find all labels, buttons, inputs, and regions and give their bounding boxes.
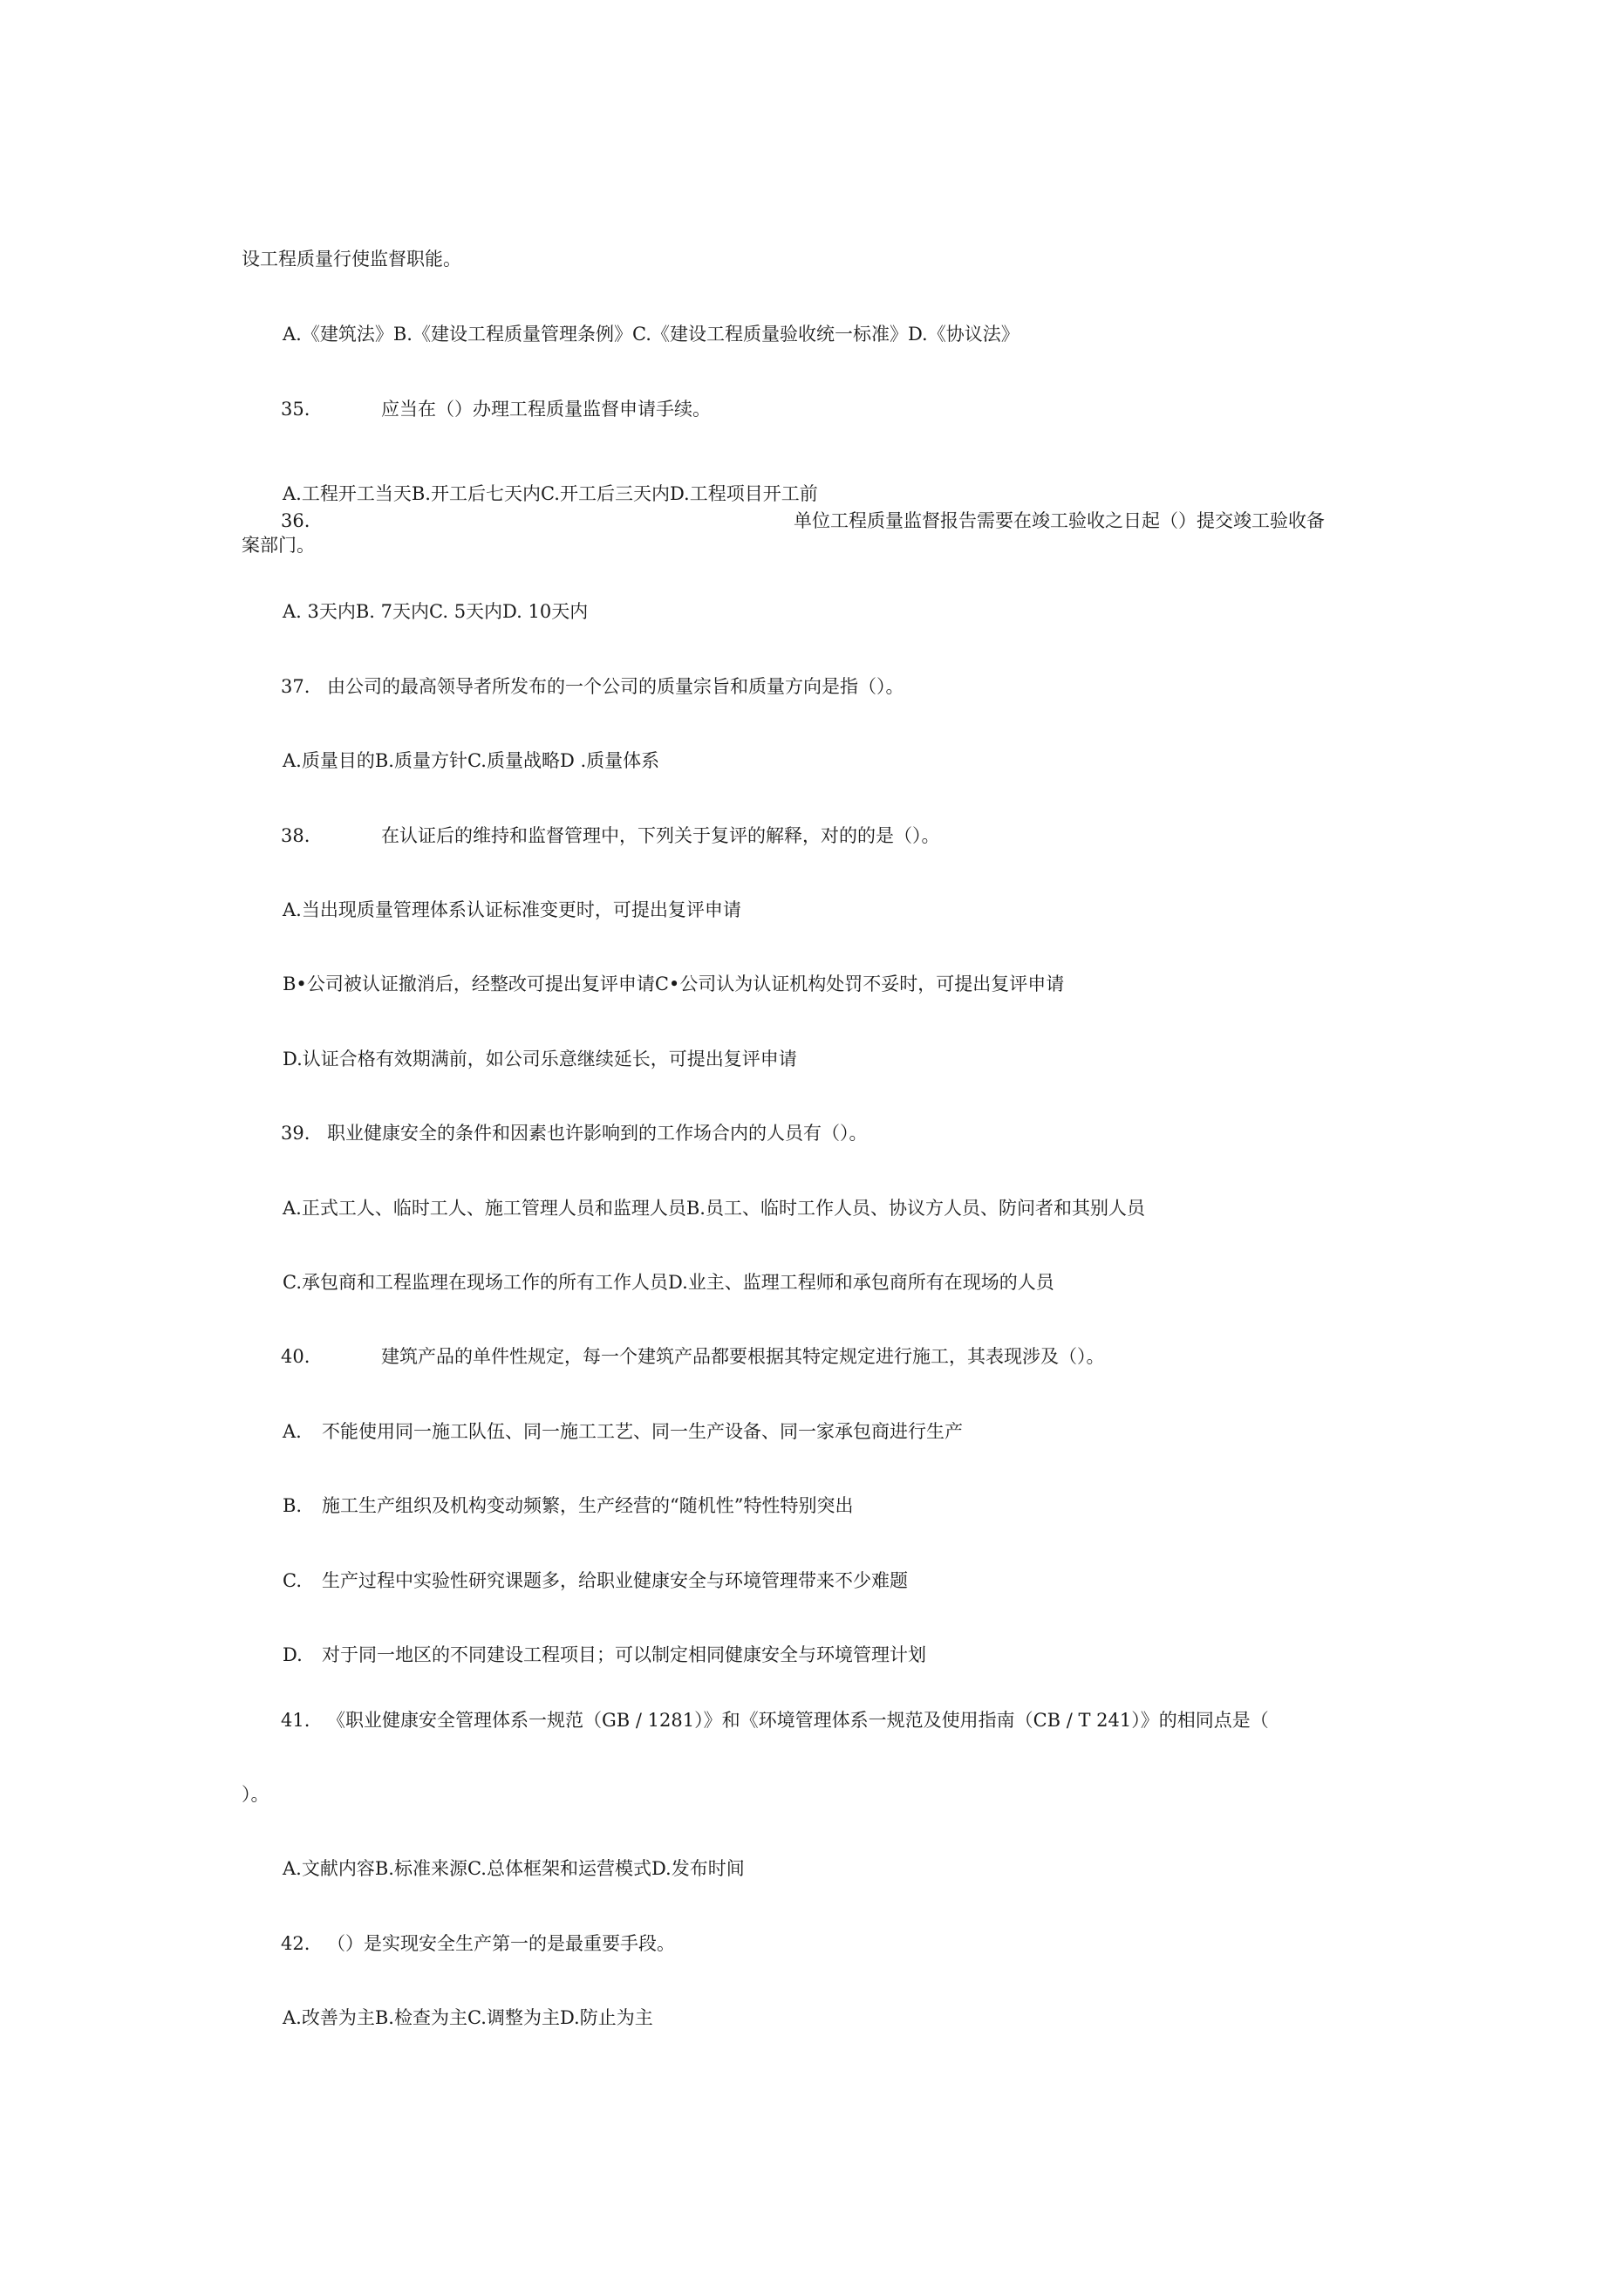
question-number-35: 35. xyxy=(281,399,310,420)
options-q35: A.工程开工当天B.开工后七天内C.开工后三天内D.工程项目开工前 xyxy=(283,483,818,504)
options-q34: A.《建筑法》B.《建设工程质量管理条例》C.《建设工程质量验收统一标准》D.《协议法》 xyxy=(283,324,1019,345)
question-number-37: 37. xyxy=(281,676,310,697)
question-stem-36-continuation: 案部门。 xyxy=(242,535,315,556)
question-stem-41-continuation: ）。 xyxy=(242,1784,269,1805)
question-stem-42: （）是实现安全生产第一的是最重要手段。 xyxy=(327,1933,675,1954)
options-q36: A. 3天内B. 7天内C. 5天内D. 10天内 xyxy=(283,601,589,622)
question-number-40: 40. xyxy=(281,1346,310,1367)
option-q38-a: A.当出现质量管理体系认证标准变更时，可提出复评申请 xyxy=(283,899,741,920)
question-number-36: 36. xyxy=(281,510,310,531)
option-letter-c: C. xyxy=(283,1570,302,1591)
option-text-c: 生产过程中实验性研究课题多，给职业健康安全与环境管理带来不少难题 xyxy=(322,1570,908,1591)
option-q38-d: D.认证合格有效期满前，如公司乐意继续延长，可提出复评申请 xyxy=(283,1049,797,1069)
option-letter-b: B. xyxy=(283,1495,303,1516)
question-number-38: 38. xyxy=(281,825,310,846)
question-number-41: 41. xyxy=(281,1710,310,1731)
options-q37: A.质量目的B.质量方针C.质量战略D .质量体系 xyxy=(283,750,660,771)
question-stem-39: 职业健康安全的条件和因素也许影响到的工作场合内的人员有（）。 xyxy=(327,1123,868,1144)
option-text-b: 施工生产组织及机构变动频繁，生产经营的“随机性”特性特别突出 xyxy=(322,1495,854,1516)
options-q41: A.文献内容B.标准来源C.总体框架和运营模式D.发布时间 xyxy=(283,1858,745,1879)
option-q39-c-d: C.承包商和工程监理在现场工作的所有工作人员D.业主、监理工程师和承包商所有在现场的人员 xyxy=(283,1272,1054,1293)
question-stem-35: 应当在（）办理工程质量监督申请手续。 xyxy=(381,399,711,420)
question-stem-36: 单位工程质量监督报告需要在竣工验收之日起（）提交竣工验收备 xyxy=(794,510,1325,531)
question-number-42: 42. xyxy=(281,1933,310,1954)
option-q39-a-b: A.正式工人、临时工人、施工管理人员和监理人员B.员工、临时工作人员、协议方人员、防问者和其别人员 xyxy=(283,1198,1145,1219)
question-number-39: 39. xyxy=(281,1123,310,1144)
question-stem-40: 建筑产品的单件性规定，每一个建筑产品都要根据其特定规定进行施工，其表现涉及（）。 xyxy=(381,1346,1105,1367)
option-text-a: 不能使用同一施工队伍、同一施工工艺、同一生产设备、同一家承包商进行生产 xyxy=(322,1421,963,1442)
question-stem-41: 《职业健康安全管理体系一规范（GB / 1281）》和《环境管理体系一规范及使用指南（CB / T 241）》的相同点是（ xyxy=(327,1710,1269,1731)
question-stem-37: 由公司的最高领导者所发布的一个公司的质量宗旨和质量方向是指（）。 xyxy=(327,676,904,697)
option-q38-b-c: B•公司被认证撤消后，经整改可提出复评申请C•公司认为认证机构处罚不妥时，可提出复评申请 xyxy=(283,974,1065,994)
option-letter-a: A. xyxy=(283,1421,302,1442)
question-stem-38: 在认证后的维持和监督管理中，下列关于复评的解释，对的的是（）。 xyxy=(381,825,940,846)
option-letter-d: D. xyxy=(283,1644,303,1665)
option-text-d: 对于同一地区的不同建设工程项目；可以制定相同健康安全与环境管理计划 xyxy=(322,1644,926,1665)
options-q42: A.改善为主B.检查为主C.调整为主D.防止为主 xyxy=(283,2007,653,2028)
paragraph-continuation: 设工程质量行使监督职能。 xyxy=(242,249,461,270)
